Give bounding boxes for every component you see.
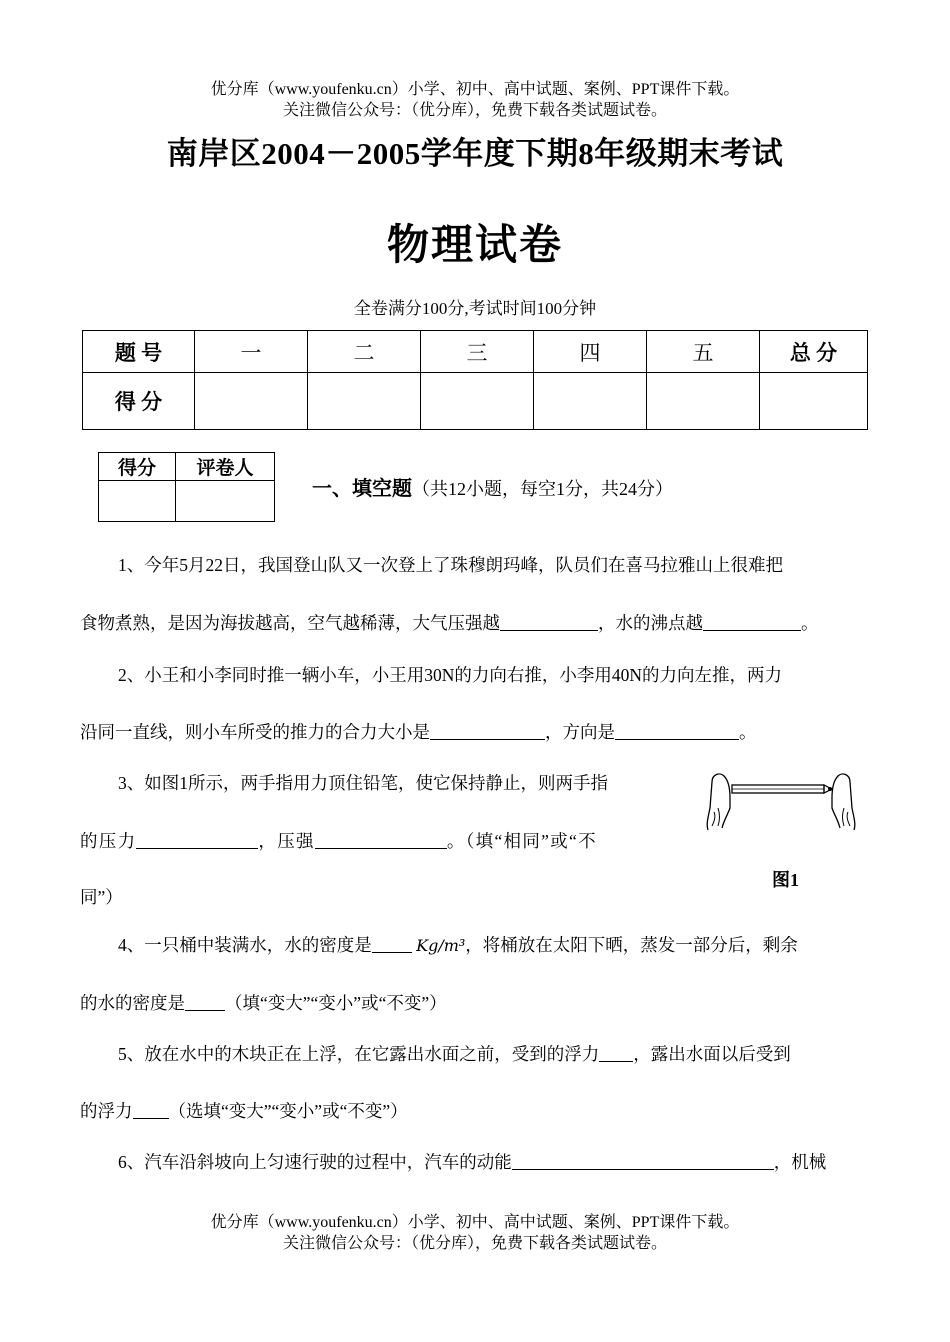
score-header-cell: 一 [195,331,308,373]
q4-unit: Kg/m³ [416,936,466,955]
q1-blank-1[interactable] [500,613,598,632]
question-3-line-3: 同”） [80,887,123,907]
q4-text-c: 的水的密度是 [80,993,185,1013]
score-cell[interactable] [647,373,760,430]
q3-text-c: 。（填“相同”或“不 [446,831,597,851]
question-2-line-1: 2、小王和小李同时推一辆小车，小王用30N的力向右推，小李用40N的力向左推，两力 [118,665,783,685]
question-4-line-1 [118,932,798,957]
question-2-line-2 [80,719,757,744]
q5-text-d: （选填“变大”“变小”或“不变”） [168,1101,408,1121]
question-4-line-2 [80,990,447,1015]
score-table-score-row [83,373,868,430]
score-cell[interactable] [308,373,421,430]
score-header-cell: 五 [647,331,760,373]
q6-blank-1[interactable] [512,1152,774,1171]
exam-title: 南岸区2004－2005学年度下期8年级期末考试 [166,136,784,171]
q3-blank-2[interactable] [315,831,447,850]
score-cell[interactable] [421,373,534,430]
score-cell[interactable] [760,373,868,430]
figure-1-caption: 图1 [772,870,799,890]
score-table [82,330,868,430]
q3-text-a: 的压力 [80,831,137,851]
grader-score-label: 得分 [99,453,176,481]
question-5-line-1 [118,1041,791,1066]
q1-blank-2[interactable] [703,613,801,632]
q1-text-a: 食物煮熟，是因为海拔越高，空气越稀薄，大气压强越 [80,613,500,633]
section-1-heading [312,472,673,501]
score-table-header-row [83,331,868,373]
score-header-cell: 三 [421,331,534,373]
q3-text-b: ，压强 [258,831,315,851]
q1-text-c: 。 [801,613,819,633]
score-cell[interactable] [195,373,308,430]
q6-text-b: ，机械 [773,1152,827,1172]
q4-blank-1[interactable] [372,935,412,954]
subject-title: 物理试卷 [386,223,563,269]
question-1-line-2 [80,610,819,635]
q2-text-c: 。 [739,722,757,742]
q4-blank-2[interactable] [185,993,225,1012]
q2-text-b: ，方向是 [545,722,615,742]
q2-text-a: 沿同一直线，则小车所受的推力的合力大小是 [80,722,430,742]
q5-blank-2[interactable] [133,1101,169,1120]
score-cell[interactable] [534,373,647,430]
q4-text-b: ，将桶放在太阳下晒，蒸发一部分后，剩余 [465,935,798,955]
grader-box [98,452,275,522]
footer-line-1: 优分库（www.youfenku.cn）小学、初中、高中试题、案例、PPT课件下载。 [210,1214,740,1231]
grader-name-cell[interactable] [176,481,275,522]
question-3-line-1: 3、如图1所示，两手指用力顶住铅笔，使它保持静止，则两手指 [118,773,608,793]
question-3-line-2 [80,828,597,853]
q5-text-a: 5、放在水中的木块正在上浮，在它露出水面之前，受到的浮力 [118,1044,600,1064]
q6-text-a: 6、汽车沿斜坡向上匀速行驶的过程中，汽车的动能 [118,1152,512,1172]
section-1-title: 一、填空题 [312,478,412,500]
score-header-cell: 总 分 [760,331,868,373]
hands-holding-pencil-icon [702,768,862,836]
q4-text-a: 4、一只桶中装满水，水的密度是 [118,935,372,955]
q1-text-b: ，水的沸点越 [598,613,703,633]
grader-name-label: 评卷人 [176,453,275,481]
question-6-line-1 [118,1149,826,1174]
grader-score-cell[interactable] [99,481,176,522]
q3-blank-1[interactable] [136,831,258,850]
q4-text-d: （填“变大”“变小”或“不变”） [225,993,447,1013]
score-row-label: 得 分 [83,373,195,430]
question-1-line-1: 1、今年5月22日，我国登山队又一次登上了珠穆朗玛峰，队员们在喜马拉雅山上很难把 [118,555,783,575]
header-line-1: 优分库（www.youfenku.cn）小学、初中、高中试题、案例、PPT课件下载。 [210,81,740,98]
exam-info: 全卷满分100分,考试时间100分钟 [353,299,597,318]
footer-line-2: 关注微信公众号：（优分库），免费下载各类试题试卷。 [282,1235,667,1252]
score-header-cell: 题 号 [83,331,195,373]
section-1-note: （共12小题，每空1分，共24分） [412,479,673,499]
question-5-line-2 [80,1098,408,1123]
header-line-2: 关注微信公众号：（优分库），免费下载各类试题试卷。 [282,102,667,119]
q5-text-b: ，露出水面以后受到 [633,1044,791,1064]
score-header-cell: 二 [308,331,421,373]
score-header-cell: 四 [534,331,647,373]
q2-blank-1[interactable] [430,722,545,741]
q2-blank-2[interactable] [615,722,739,741]
q5-blank-1[interactable] [599,1044,633,1063]
q5-text-c: 的浮力 [80,1101,133,1121]
